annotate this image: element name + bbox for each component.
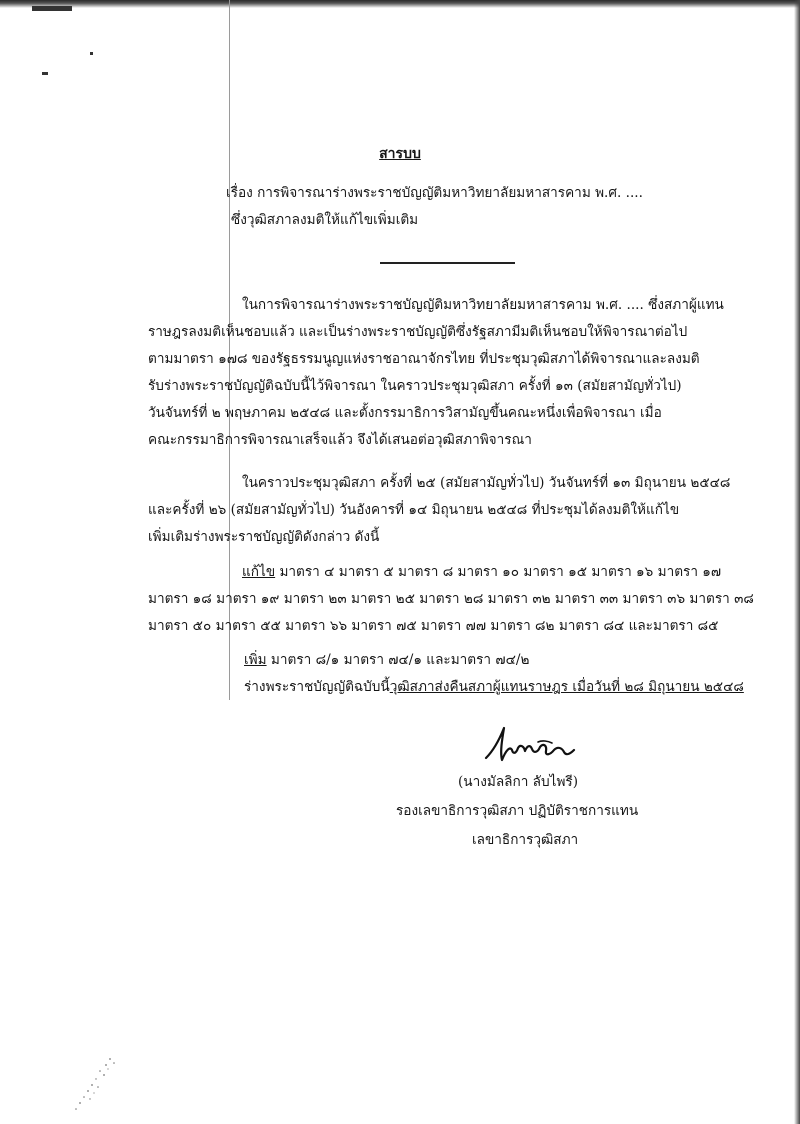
paragraph1-line-2: ราษฎรลงมติเห็นชอบแล้ว และเป็นร่างพระราชบัญญัติซึ่งรัฐสภามีมติเห็นชอบให้พิจารณาต่อไป [148,324,688,340]
scan-speck [42,72,48,75]
add-line [244,650,529,670]
paragraph1-line-3: ตามมาตรา ๑๗๘ ของรัฐธรรมนูญแห่งราชอาณาจักรไทย ที่ประชุมวุฒิสภาได้พิจารณาและลงมติ [148,351,700,367]
subject-line-2: ซึ่งวุฒิสภาลงมติให้แก้ไขเพิ่มเติม [231,212,419,228]
scan-speck [32,6,72,11]
paragraph2-line-1: ในคราวประชุมวุฒิสภา ครั้งที่ ๒๕ (สมัยสามัญทั่วไป) วันจันทร์ที่ ๑๓ มิถุนายน ๒๕๔๘ [242,475,731,491]
amend-sections-1: มาตรา ๔ มาตรา ๕ มาตรา ๘ มาตรา ๑๐ มาตรา ๑๕ มาตรา ๑๖ มาตรา ๑๗ [275,564,722,580]
signer-position: รองเลขาธิการวุฒิสภา ปฏิบัติราชการแทน [396,803,639,819]
scan-speck [90,52,93,55]
closing-text: ร่างพระราชบัญญัติฉบับนี้ [244,679,390,695]
scan-noise-corner [70,1055,140,1115]
amend-line-2: มาตรา ๑๘ มาตรา ๑๙ มาตรา ๒๓ มาตรา ๒๕ มาตรา ๒๘ มาตรา ๓๒ มาตรา ๓๓ มาตรา ๓๖ มาตรา ๓๘ [148,591,754,607]
add-sections: มาตรา ๘/๑ มาตรา ๗๔/๑ และมาตรา ๗๔/๒ [266,652,530,668]
paragraph1-line-4: รับร่างพระราชบัญญัติฉบับนี้ไว้พิจารณา ในคราวประชุมวุฒิสภา ครั้งที่ ๑๓ (สมัยสามัญทั่วไป) [148,378,682,394]
signer-name: (นางมัลลิกา ลับไพรี) [458,774,579,790]
amend-line-1 [242,562,721,582]
paragraph2-line-2: และครั้งที่ ๒๖ (สมัยสามัญทั่วไป) วันอังคารที่ ๑๔ มิถุนายน ๒๕๔๘ ที่ประชุมได้ลงมติให้แก้ไข [148,502,680,518]
divider-rule [380,262,515,264]
paragraph1-line-1: ในการพิจารณาร่างพระราชบัญญัติมหาวิทยาลัยมหาสารคาม พ.ศ. .... ซึ่งสภาผู้แทน [242,297,724,313]
paragraph1-line-5: วันจันทร์ที่ ๒ พฤษภาคม ๒๕๔๘ และตั้งกรรมาธิการวิสามัญขึ้นคณะหนึ่งเพื่อพิจารณา เมื่อ [148,405,662,421]
document-title: สารบบ [379,146,421,162]
closing-date: วุฒิสภาส่งคืนสภาผู้แทนราษฎร เมื่อวันที่ ๒๘ มิถุนายน ๒๕๔๘ [389,679,744,695]
closing-line [244,677,744,697]
paragraph2-line-3: เพิ่มเติมร่างพระราชบัญญัติดังกล่าว ดังนี้ [148,529,380,545]
add-label: เพิ่ม [244,652,267,668]
signature-image [480,720,580,770]
scan-top-edge [0,0,800,8]
paragraph1-line-6: คณะกรรมาธิการพิจารณาเสร็จแล้ว จึงได้เสนอต่อวุฒิสภาพิจารณา [148,432,532,448]
scan-right-edge [794,0,800,1124]
subject-line-1: เรื่อง การพิจารณาร่างพระราชบัญญัติมหาวิทยาลัยมหาสารคาม พ.ศ. .... [226,185,643,201]
amend-label: แก้ไข [242,564,276,580]
signer-office: เลขาธิการวุฒิสภา [472,832,579,848]
amend-line-3: มาตรา ๕๐ มาตรา ๕๕ มาตรา ๖๖ มาตรา ๗๕ มาตรา ๗๗ มาตรา ๘๒ มาตรา ๘๔ และมาตรา ๘๕ [148,618,719,634]
